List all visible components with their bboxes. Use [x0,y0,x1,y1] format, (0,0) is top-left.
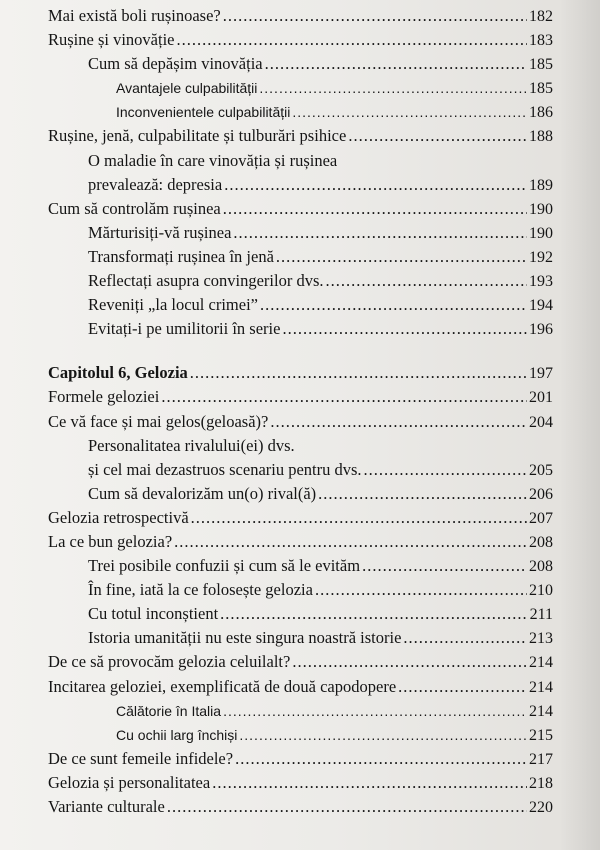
dot-leader [265,52,527,76]
toc-entry [48,124,553,148]
toc-entry [48,506,553,530]
toc-entry-title: și cel mai dezastruos scenariu pentru dvs. [88,459,362,479]
toc-entry [48,675,553,699]
toc-entry [48,771,553,795]
toc-entry [48,385,553,409]
toc-entry-title: Gelozia și personalitatea [48,772,211,792]
toc-entry-title: prevalează: depresia [88,174,223,194]
dot-leader [403,626,527,650]
dot-leader [315,578,527,602]
toc-entry-page-number: 214 [529,702,553,720]
toc-entry-title: De ce sunt femeile infidele? [48,748,234,768]
toc-entry-page-number: 217 [529,750,553,768]
toc-entry-page-number: 192 [529,248,553,266]
dot-leader [167,795,527,819]
toc-entry-page-number: 190 [529,224,553,242]
toc-entry-page-number: 190 [529,200,553,218]
dot-leader [235,747,527,771]
toc-entry [48,269,553,293]
toc-entry-title: Evitați-i pe umilitorii în serie [88,319,281,339]
toc-entry-title: În fine, iată la ce folosește gelozia [88,580,313,600]
toc-entry-title: Istoria umanității nu este singura noastră istorie [88,628,402,648]
toc-entry-title: Cu ochii larg închiși [116,726,238,743]
dot-leader [174,530,527,554]
toc-entry-page-number: 194 [529,297,553,315]
toc-entry [48,650,553,674]
toc-entry-title: Avantajele culpabilității [116,80,258,97]
toc-entry [48,554,553,578]
toc-entry-page-number: 208 [529,558,553,576]
dot-leader [220,602,527,626]
toc-entry-title: La ce bun gelozia? [48,531,173,551]
toc-entry-title: Inconvenientele culpabilității [116,104,291,121]
toc-entry [48,723,553,747]
dot-leader [223,699,527,723]
toc-entry [48,361,553,385]
toc-entry-page-number: 205 [529,461,553,479]
toc-entry-page-number: 188 [529,128,553,146]
toc-entry-title: Cum să devalorizăm un(o) rival(ă) [88,483,317,503]
toc-entry [48,197,553,221]
toc-entry [48,795,553,819]
dot-leader [292,650,527,674]
toc-entry [48,76,553,100]
toc-entry [48,293,553,317]
toc-entry-page-number: 197 [529,365,553,383]
toc-entry-page-number: 204 [529,413,553,431]
toc-entry [48,149,553,173]
toc-entry-title: Ce vă face și mai gelos(geloasă)? [48,411,269,431]
dot-leader [326,269,527,293]
dot-leader [276,245,527,269]
toc-entry-page-number: 185 [529,56,553,74]
dot-leader [318,482,527,506]
toc-entry [48,410,553,434]
dot-leader [161,385,527,409]
toc-entry-title: Trei posibile confuzii și cum să le evităm [88,556,361,576]
toc-entry [48,699,553,723]
toc-entry-page-number: 201 [529,389,553,407]
toc-entry-title: Transformați rușinea în jenă [88,246,274,266]
dot-leader [212,771,527,795]
toc-entry-page-number: 207 [529,509,553,527]
toc-entry-title: Rușine și vinovăție [48,30,175,50]
toc-entry [48,602,553,626]
toc-entry-page-number: 186 [529,104,553,122]
dot-leader [282,317,527,341]
dot-leader [233,221,527,245]
toc-entry-page-number: 211 [529,606,553,624]
toc-entry-page-number: 196 [529,321,553,339]
toc-entry-page-number: 182 [529,8,553,25]
toc-entry-page-number: 185 [529,80,553,98]
toc-entry-page-number: 214 [529,678,553,696]
toc-entry [48,747,553,771]
toc-entry-title: O maladie în care vinovăția și rușinea [88,150,338,170]
toc-entry-page-number: 218 [529,774,553,792]
toc-entry-page-number: 214 [529,654,553,672]
toc-entry [48,626,553,650]
table-of-contents [48,4,553,819]
toc-entry-page-number: 183 [529,32,553,50]
toc-entry-page-number: 189 [529,176,553,194]
dot-leader [177,28,528,52]
toc-entry [48,317,553,341]
toc-entry [48,28,553,52]
toc-entry-title: Reflectați asupra convingerilor dvs. [88,271,324,291]
toc-entry [48,530,553,554]
dot-leader [292,100,527,124]
toc-entry-title: Cum să depășim vinovăția [88,54,263,74]
toc-entry [48,245,553,269]
toc-entry-page-number: 193 [529,273,553,291]
toc-entry [48,482,553,506]
toc-entry-title: Incitarea geloziei, exemplificată de două capodopere [48,676,397,696]
toc-entry [48,100,553,124]
dot-leader [190,361,527,385]
toc-entry-title: De ce să provocăm gelozia celuilalt? [48,652,291,672]
toc-entry-page-number: 210 [529,582,553,600]
toc-entry-title: Gelozia retrospectivă [48,507,189,527]
toc-entry [48,458,553,482]
toc-entry [48,173,553,197]
dot-leader [239,723,527,747]
toc-entry-title: Cu totul inconștient [88,604,219,624]
toc-entry [48,4,553,28]
toc-entry-page-number: 220 [529,799,553,816]
dot-leader [364,458,527,482]
toc-entry-title: Variante culturale [48,797,165,816]
page-edge-shadow [560,0,600,850]
dot-leader [259,76,527,100]
toc-entry-title: Capitolul 6, Gelozia [48,363,188,383]
toc-entry-page-number: 206 [529,485,553,503]
toc-entry-title: Personalitatea rivalului(ei) dvs. [88,435,295,455]
dot-leader [260,293,527,317]
dot-leader [348,124,527,148]
dot-leader [224,173,527,197]
toc-entry-title: Mai există boli rușinoase? [48,6,221,25]
toc-entry-title: Cum să controlăm rușinea [48,198,221,218]
toc-entry-page-number: 213 [529,630,553,648]
dot-leader [223,197,527,221]
toc-entry-title: Mărturisiți-vă rușinea [88,222,232,242]
toc-entry [48,578,553,602]
toc-entry-title: Călătorie în Italia [116,702,222,719]
toc-entry [48,52,553,76]
dot-leader [270,410,527,434]
dot-leader [398,675,527,699]
dot-leader [362,554,527,578]
toc-entry-page-number: 215 [529,726,553,744]
toc-entry-title: Formele geloziei [48,387,160,407]
dot-leader [223,4,527,28]
dot-leader [191,506,527,530]
toc-entry-page-number: 208 [529,533,553,551]
toc-entry-title: Reveniți „la locul crimei” [88,295,258,315]
toc-entry [48,221,553,245]
toc-entry-title: Rușine, jenă, culpabilitate și tulburări psihice [48,126,347,146]
toc-entry [48,434,553,458]
